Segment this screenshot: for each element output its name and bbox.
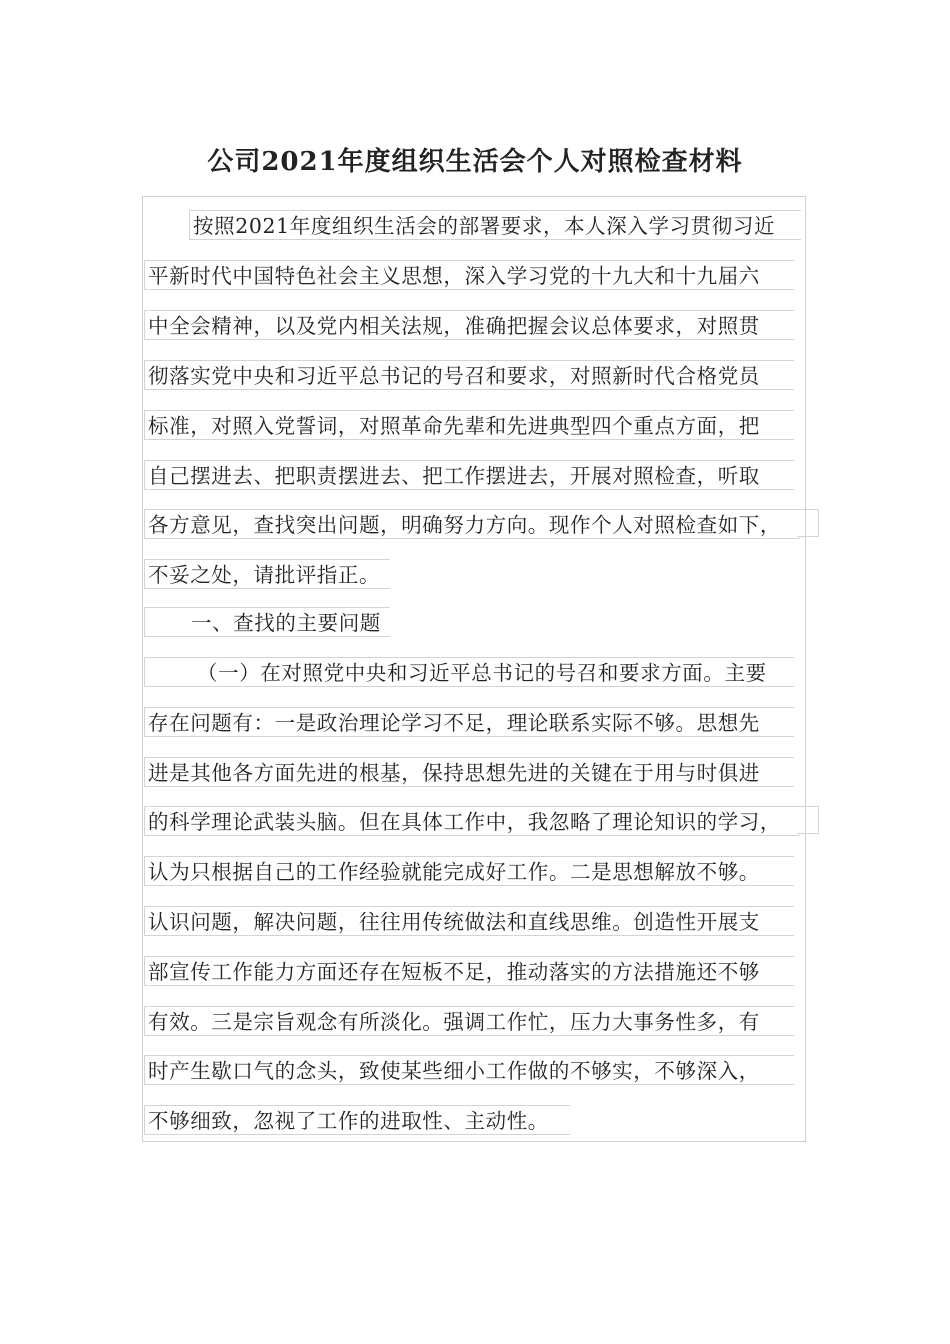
text-line-10: （一）在对照党中央和习近平总书记的号召和要求方面。主要 xyxy=(144,657,794,687)
text-line-1: 按照2021年度组织生活会的部署要求，本人深入学习贯彻习近 xyxy=(189,210,801,240)
section-heading: 一、查找的主要问题 xyxy=(144,607,390,637)
text-line-8: 不妥之处，请批评指正。 xyxy=(144,559,390,589)
text-line-7: 各方意见，查找突出问题，明确努力方向。现作个人对照检查如下， xyxy=(144,509,800,539)
text-line-17: 有效。三是宗旨观念有所淡化。强调工作忙，压力大事务性多，有 xyxy=(144,1006,794,1036)
page-title: 公司2021年度组织生活会个人对照检查材料 xyxy=(207,147,743,177)
text-line-16: 部宣传工作能力方面还存在短板不足，推动落实的方法措施还不够 xyxy=(144,956,794,986)
text-line-14: 认为只根据自己的工作经验就能完成好工作。二是思想解放不够。 xyxy=(144,856,794,886)
text-line-12: 进是其他各方面先进的根基，保持思想先进的关键在于用与时俱进 xyxy=(144,757,794,787)
text-line-4: 彻落实党中央和习近平总书记的号召和要求，对照新时代合格党员 xyxy=(144,360,794,390)
text-line-3: 中全会精神，以及党内相关法规，准确把握会议总体要求，对照贯 xyxy=(144,310,794,340)
text-line-6: 自己摆进去、把职责摆进去、把工作摆进去，开展对照检查，听取 xyxy=(144,460,794,490)
text-line-13: 的科学理论武装头脑。但在具体工作中，我忽略了理论知识的学习， xyxy=(144,806,800,836)
text-line-19: 不够细致，忽视了工作的进取性、主动性。 xyxy=(144,1105,570,1135)
text-line-18: 时产生歇口气的念头，致使某些细小工作做的不够实，不够深入， xyxy=(144,1055,794,1085)
text-line-11: 存在问题有：一是政治理论学习不足，理论联系实际不够。思想先 xyxy=(144,707,794,737)
text-line-5: 标准，对照入党誓词，对照革命先辈和先进典型四个重点方面，把 xyxy=(144,410,794,440)
text-line-15: 认识问题，解决问题，往往用传统做法和直线思维。创造性开展支 xyxy=(144,906,794,936)
overflow-marker xyxy=(797,509,819,537)
text-line-2: 平新时代中国特色社会主义思想，深入学习党的十九大和十九届六 xyxy=(144,260,794,290)
overflow-marker xyxy=(797,806,819,834)
